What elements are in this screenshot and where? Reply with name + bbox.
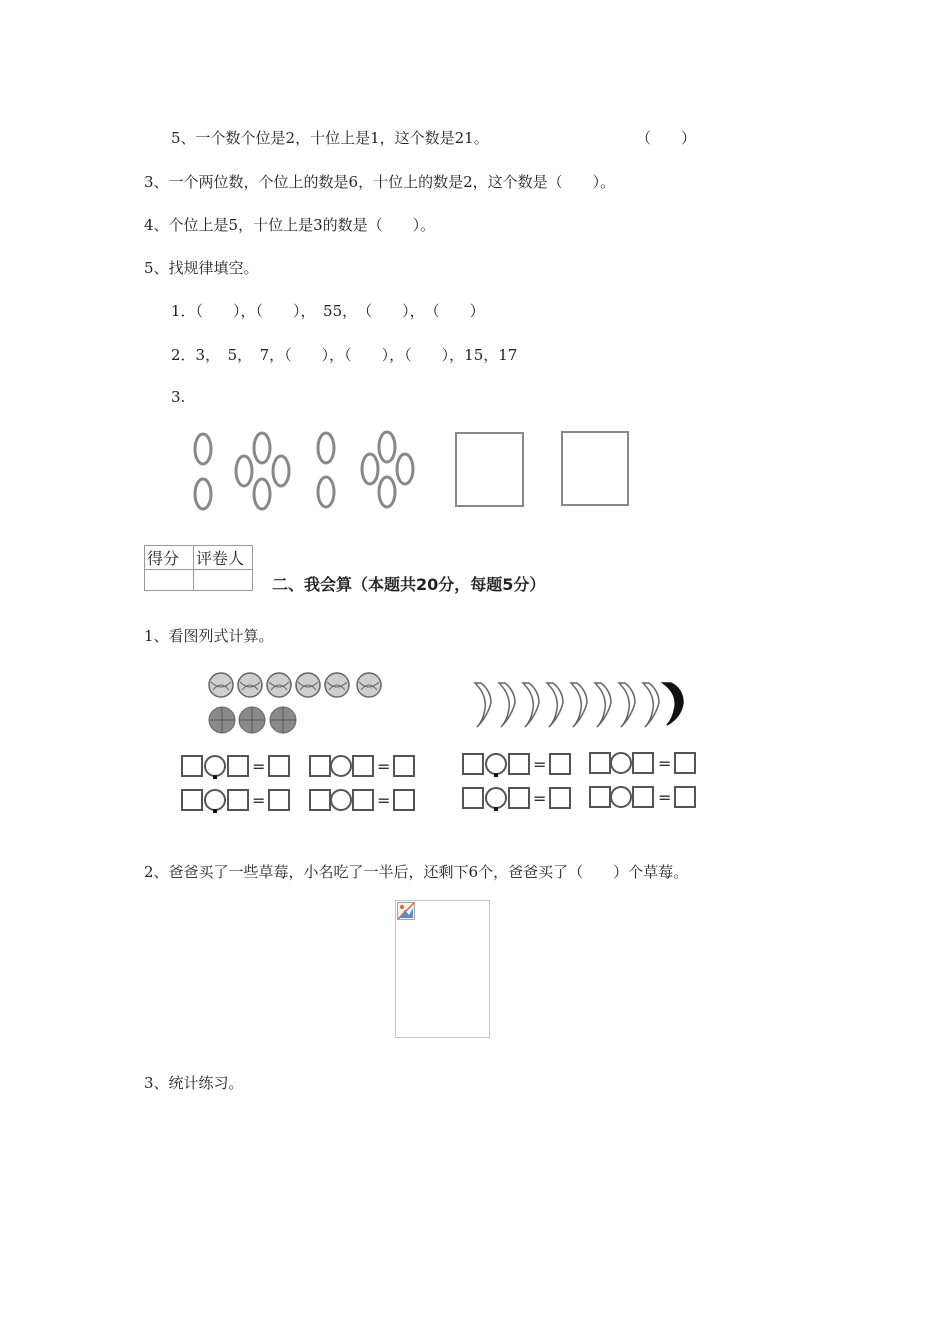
- equation-box: [182, 756, 202, 776]
- pepper-icon: [643, 683, 659, 727]
- pepper-icon: [663, 683, 683, 725]
- missing-image-placeholder: [395, 900, 490, 1038]
- q5-judge-bracket[interactable]: （ ）: [636, 129, 697, 147]
- operator-circle: [331, 756, 351, 776]
- section-2-question-3: 3、统计练习。: [144, 1074, 244, 1092]
- operator-circle: [611, 787, 631, 807]
- equation-box: [310, 790, 330, 810]
- operator-circle: [486, 788, 506, 808]
- equation-box: [633, 787, 653, 807]
- equation-box: [182, 790, 202, 810]
- question-4: 4、个位上是5，十位上是3的数是（ ）。: [144, 216, 436, 234]
- equals-sign: =: [658, 788, 672, 807]
- pepper-icon: [571, 683, 587, 727]
- oval: [236, 456, 252, 486]
- grader-cell[interactable]: [194, 570, 253, 591]
- oval: [195, 479, 211, 509]
- equals-sign: =: [658, 754, 672, 773]
- equation-box: [394, 756, 414, 776]
- pepper-icon: [547, 683, 563, 727]
- pepper-icon: [595, 683, 611, 727]
- oval: [397, 454, 413, 484]
- equation-box: [310, 756, 330, 776]
- oval: [379, 432, 395, 462]
- equals-sign: =: [533, 755, 547, 774]
- section-2-question-1: 1、看图列式计算。: [144, 627, 274, 645]
- operator-circle: [205, 756, 225, 776]
- oval: [195, 434, 211, 464]
- equation-box: [590, 753, 610, 773]
- balls-figure: [205, 668, 385, 738]
- peppers-figure: [465, 675, 695, 735]
- equation-box: [394, 790, 414, 810]
- operator-circle: [205, 790, 225, 810]
- equals-sign: =: [252, 791, 266, 810]
- equation-box: [675, 787, 695, 807]
- equals-sign: =: [377, 757, 391, 776]
- equation-box: [550, 788, 570, 808]
- pepper-icon: [523, 683, 539, 727]
- equation-box: [590, 787, 610, 807]
- operator-circle: [331, 790, 351, 810]
- equals-sign: =: [252, 757, 266, 776]
- equation-box: [463, 788, 483, 808]
- equation-box: [463, 754, 483, 774]
- score-table: [144, 545, 253, 591]
- equation-box: [228, 756, 248, 776]
- pattern-figure: [185, 425, 645, 515]
- equation-box: [353, 756, 373, 776]
- oval: [362, 454, 378, 484]
- oval: [318, 477, 334, 507]
- oval: [318, 433, 334, 463]
- question-5-3: 3.: [171, 388, 186, 406]
- question-5: 5、找规律填空。: [144, 259, 259, 277]
- score-label: 得分: [145, 546, 194, 570]
- pepper-icon: [619, 683, 635, 727]
- score-cell[interactable]: [145, 570, 194, 591]
- equation-box: [633, 753, 653, 773]
- equation-box: [228, 790, 248, 810]
- section-2-question-2: 2、爸爸买了一些草莓，小名吃了一半后，还剩下6个，爸爸买了（ ）个草莓。: [144, 863, 689, 881]
- answer-square: [562, 432, 628, 505]
- question-3: 3、一个两位数，个位上的数是6，十位上的数是2，这个数是（ ）。: [144, 173, 616, 191]
- equation-box: [550, 754, 570, 774]
- section-2-title: 二、我会算（本题共20分，每题5分）: [272, 575, 546, 594]
- oval: [379, 477, 395, 507]
- equation-box: [509, 788, 529, 808]
- equation-box: [509, 754, 529, 774]
- pepper-icon: [475, 683, 491, 727]
- question-5-2: 2．3， 5， 7，（ ），（ ），（ ），15，17: [171, 346, 518, 364]
- broken-image-icon: [397, 902, 415, 920]
- equation-box: [675, 753, 695, 773]
- question-5-1: 1．（ ），（ ）， 55， （ ）， （ ）: [171, 302, 485, 320]
- equals-sign: =: [533, 789, 547, 808]
- answer-square: [456, 433, 523, 506]
- pepper-icon: [499, 683, 515, 727]
- equation-box: [269, 756, 289, 776]
- equation-box: [353, 790, 373, 810]
- equals-sign: =: [377, 791, 391, 810]
- grader-label: 评卷人: [194, 546, 253, 570]
- oval: [254, 433, 270, 463]
- equation-box: [269, 790, 289, 810]
- operator-circle: [486, 754, 506, 774]
- oval: [254, 479, 270, 509]
- operator-circle: [611, 753, 631, 773]
- q5-judge-text: 5、一个数个位是2，十位上是1，这个数是21。: [171, 129, 489, 147]
- equation-boxes: [178, 748, 708, 818]
- oval: [273, 456, 289, 486]
